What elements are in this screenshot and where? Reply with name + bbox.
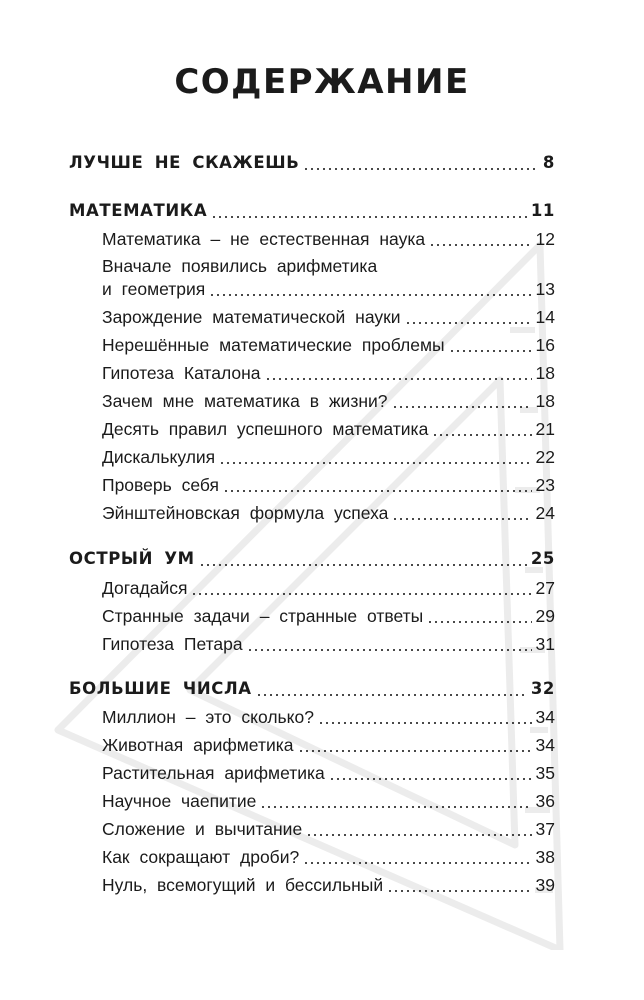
leader-dots: [298, 750, 532, 752]
leader-dots: [449, 350, 532, 352]
leader-dots: [219, 462, 531, 464]
toc-entry-label: Десять правил успешного математика: [102, 419, 429, 439]
toc-page-number: 32: [530, 679, 555, 698]
toc-page-number: 18: [535, 363, 555, 383]
toc-section[interactable]: [69, 144, 555, 174]
toc-section-label: МАТЕМАТИКА: [69, 201, 208, 220]
toc-entry-label: Проверь себя: [102, 475, 219, 495]
toc-entry-label: Миллион – это сколько?: [102, 707, 314, 727]
toc-entry[interactable]: [102, 298, 555, 328]
toc-page-number: 13: [535, 279, 555, 299]
toc-section-label: БОЛЬШИЕ ЧИСЛА: [69, 679, 252, 698]
toc-entry-label: Дискалькулия: [102, 447, 216, 467]
toc-page-number: 8: [542, 153, 555, 172]
leader-dots: [211, 216, 527, 218]
toc-entry[interactable]: [102, 410, 555, 440]
toc-entry[interactable]: [102, 220, 555, 250]
toc-entry-label: Странные задачи – странные ответы: [102, 606, 424, 626]
toc-entry[interactable]: [102, 466, 555, 496]
toc-entry-label: Эйнштейновская формула успеха: [102, 503, 389, 523]
toc-entry-label: Нуль, всемогущий и бессильный: [102, 875, 384, 895]
toc-page-number: 22: [535, 447, 555, 467]
toc-entry[interactable]: [102, 326, 555, 356]
leader-dots: [405, 322, 532, 324]
toc-page-number: 25: [530, 549, 555, 568]
page-title: СОДЕРЖАНИЕ: [174, 62, 470, 102]
toc-section[interactable]: [69, 670, 555, 700]
leader-dots: [432, 434, 531, 436]
toc-entry[interactable]: [102, 754, 555, 784]
leader-dots: [387, 890, 531, 892]
toc-entry[interactable]: [102, 438, 555, 468]
toc-page-number: 36: [535, 791, 555, 811]
toc-page-number: 31: [535, 634, 555, 654]
toc-entry[interactable]: [102, 597, 555, 627]
leader-dots: [329, 778, 532, 780]
leader-dots: [306, 834, 531, 836]
toc-entry-label: Математика – не естественная наука: [102, 229, 426, 249]
toc-page-number: 29: [535, 606, 555, 626]
toc-entry[interactable]: [102, 726, 555, 756]
toc-section-label: ЛУЧШЕ НЕ СКАЖЕШЬ: [69, 153, 300, 172]
toc-entry[interactable]: [102, 782, 555, 812]
leader-dots: [256, 694, 527, 696]
toc-page-number: 24: [535, 503, 555, 523]
toc-entry[interactable]: [102, 270, 555, 300]
toc-entry-label: Гипотеза Каталона: [102, 363, 261, 383]
toc-entry[interactable]: [102, 866, 555, 896]
toc-page-number: 21: [535, 419, 555, 439]
toc-entry-label: Гипотеза Петара: [102, 634, 243, 654]
leader-dots: [303, 862, 531, 864]
leader-dots: [223, 490, 532, 492]
toc-entry-label: Зачем мне математика в жизни?: [102, 391, 388, 411]
leader-dots: [260, 806, 531, 808]
toc-entry-label: Растительная арифметика: [102, 763, 325, 783]
leader-dots: [247, 649, 532, 651]
toc-entry-label: Как сокращают дроби?: [102, 847, 300, 867]
toc-entry-label: Зарождение математической науки: [102, 307, 401, 327]
leader-dots: [303, 168, 535, 170]
leader-dots: [191, 593, 531, 595]
toc-page-number: 35: [535, 763, 555, 783]
toc-page-number: 12: [535, 229, 555, 249]
toc-entry[interactable]: [102, 569, 555, 599]
toc-section[interactable]: [69, 192, 555, 222]
toc-entry[interactable]: [102, 810, 555, 840]
toc-entry-label: Научное чаепитие: [102, 791, 257, 811]
toc-section-label: ОСТРЫЙ УМ: [69, 549, 195, 568]
toc-page-number: 11: [530, 201, 555, 220]
toc-page-number: 39: [535, 875, 555, 895]
leader-dots: [318, 722, 532, 724]
toc-entry[interactable]: [102, 354, 555, 384]
leader-dots: [209, 294, 531, 296]
toc-entry-label: Животная арифметика: [102, 735, 294, 755]
toc-page-number: 23: [535, 475, 555, 495]
leader-dots: [199, 564, 527, 566]
toc-page-number: 34: [535, 735, 555, 755]
toc-entry-label: и геометрия: [102, 279, 206, 299]
leader-dots: [392, 518, 531, 520]
toc-entry[interactable]: [102, 838, 555, 868]
toc-entry[interactable]: [102, 494, 555, 524]
leader-dots: [392, 406, 532, 408]
toc-entry-label: Сложение и вычитание: [102, 819, 303, 839]
toc-page-number: 34: [535, 707, 555, 727]
toc-entry[interactable]: [102, 382, 555, 412]
toc-entry-label: Нерешённые математические проблемы: [102, 335, 445, 355]
toc-page-number: 27: [535, 578, 555, 598]
toc-page-number: 37: [535, 819, 555, 839]
toc-page-number: 38: [535, 847, 555, 867]
leader-dots: [265, 378, 532, 380]
toc-entry-label-line1[interactable]: Вначале появились арифметика: [102, 256, 378, 276]
toc-entry-label: Догадайся: [102, 578, 188, 598]
leader-dots: [429, 244, 531, 246]
leader-dots: [427, 621, 531, 623]
toc-page-number: 14: [535, 307, 555, 327]
toc-entry[interactable]: [102, 625, 555, 655]
toc-entry[interactable]: [102, 698, 555, 728]
toc-page-number: 16: [535, 335, 555, 355]
toc-section[interactable]: [69, 540, 555, 570]
toc-page-number: 18: [535, 391, 555, 411]
